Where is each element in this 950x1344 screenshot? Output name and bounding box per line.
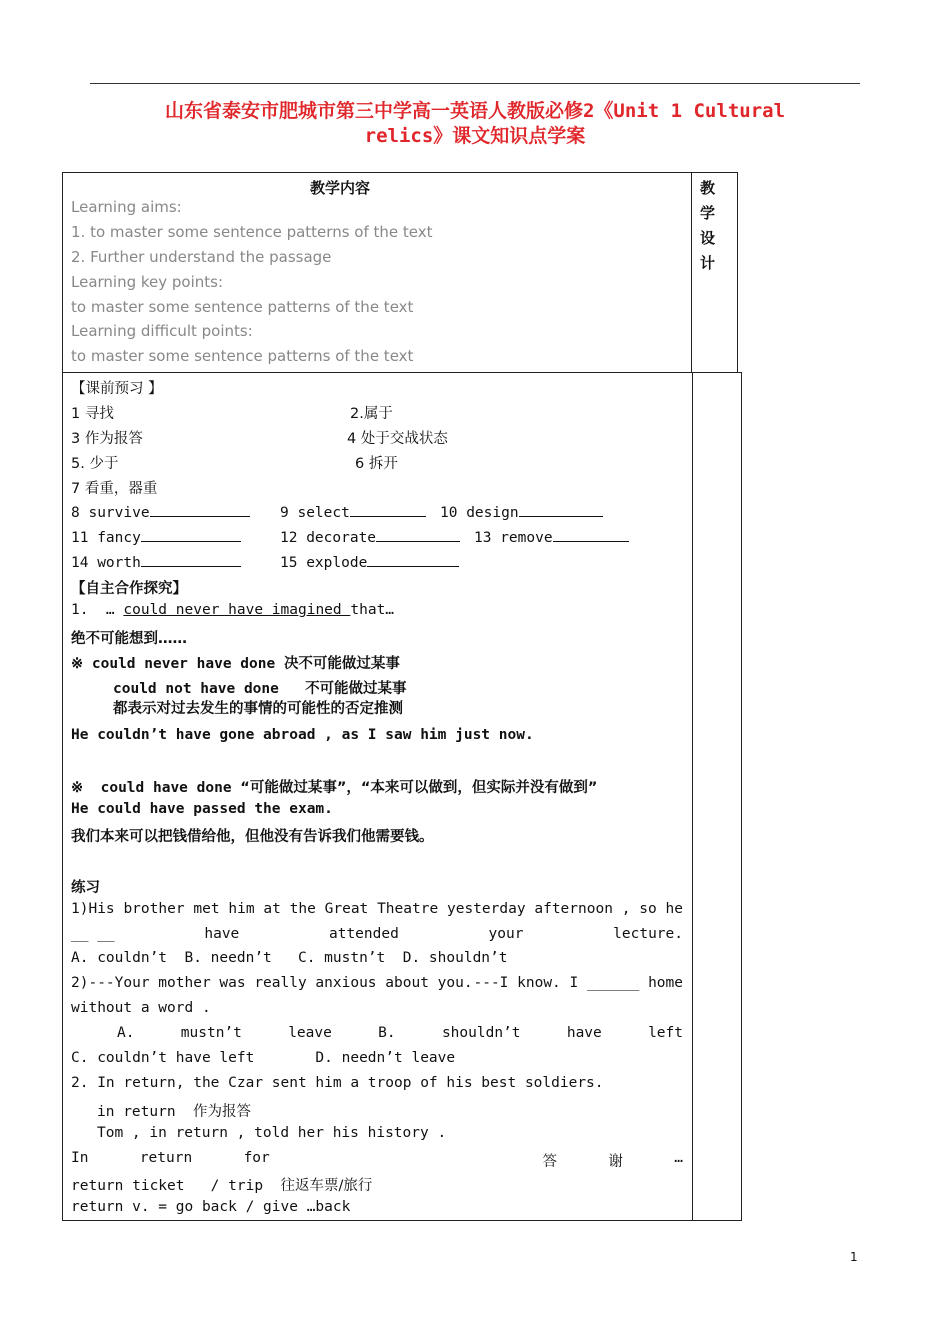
point-2-sentence: 2. In return, the Czar sent him a troop of his best soldiers.: [71, 1075, 604, 1091]
vocab-item: 3 作为报答: [71, 431, 143, 447]
answer-blank[interactable]: [553, 527, 629, 542]
grammar-note: could not have done 不可能做过某事: [113, 681, 407, 697]
answer-blank[interactable]: [150, 502, 250, 517]
question-1-line: 1)His brother met him at the Great Theatre yesterday afternoon , so he: [71, 901, 683, 917]
vocab-item: 2.属于: [350, 406, 393, 422]
aims-line: Learning difficult points:: [71, 322, 253, 340]
phrase-note: in return 作为报答: [97, 1104, 252, 1120]
side-header-char: 计: [700, 254, 716, 272]
section-heading-preview: 【课前预习 】: [71, 381, 163, 397]
answer-blank[interactable]: __ __: [71, 926, 115, 942]
header-rule: [90, 83, 860, 84]
question-2-options: C. couldn’t have left D. needn’t leave: [71, 1050, 456, 1066]
point-1-translation: 绝不可能想到……: [71, 631, 187, 647]
answer-blank[interactable]: [376, 527, 460, 542]
fill-blank-item: 8 survive: [71, 502, 250, 521]
aims-line: Learning aims:: [71, 198, 182, 216]
aims-line: Learning key points:: [71, 273, 224, 291]
document-title-line-1: 山东省泰安市肥城市第三中学高一英语人教版必修2《Unit 1 Cultural: [164, 100, 786, 122]
answer-blank[interactable]: [141, 552, 241, 567]
vocab-item: 1 寻找: [71, 406, 114, 422]
side-header-char: 教: [700, 179, 716, 197]
example-sentence: He could have passed the exam.: [71, 801, 333, 817]
fill-blank-item: 11 fancy: [71, 527, 241, 546]
column-header-content: 教学内容: [310, 179, 371, 197]
point-1-sentence: 1. … could never have imagined that…: [71, 602, 395, 618]
answer-blank[interactable]: [519, 502, 603, 517]
page-number: 1: [850, 1250, 858, 1264]
answer-blank[interactable]: [350, 502, 426, 517]
vocab-item: 6 拆开: [355, 456, 398, 472]
phrase-note: In return for 答 谢 …: [71, 1150, 683, 1170]
aims-line: 2. Further understand the passage: [71, 248, 332, 266]
grammar-note: 都表示对过去发生的事情的可能性的否定推测: [113, 701, 403, 717]
side-header-char: 设: [700, 229, 716, 247]
vocab-item: 7 看重，器重: [71, 481, 158, 497]
question-2-line: 2)---Your mother was really anxious about you. ---I know. I ______ home: [71, 975, 683, 991]
question-2-line: without a word .: [71, 1000, 211, 1016]
grammar-note: ※ could never have done 决不可能做过某事: [71, 656, 400, 672]
side-header-char: 学: [700, 204, 716, 222]
question-1-line: __ __ have attended your lecture.: [71, 926, 683, 942]
fill-blank-item: 14 worth: [71, 552, 241, 571]
practice-heading: 练习: [71, 880, 100, 896]
answer-blank[interactable]: [367, 552, 459, 567]
section-heading-explore: 【自主合作探究】: [71, 581, 187, 597]
vocab-item: 4 处于交战状态: [347, 431, 448, 447]
example-sentence: Tom , in return , told her his history .: [97, 1125, 447, 1141]
fill-blank-item: 12 decorate: [280, 527, 460, 546]
question-2-options: A. mustn’t leave B. shouldn’t have left: [117, 1025, 683, 1041]
question-1-options: A. couldn’t B. needn’t C. mustn’t D. shouldn’t: [71, 950, 508, 966]
aims-line: to master some sentence patterns of the text: [71, 298, 414, 316]
fill-blank-item: 15 explode: [280, 552, 459, 571]
phrase-note: return ticket / trip 往返车票/旅行: [71, 1178, 373, 1194]
aims-line: 1. to master some sentence patterns of the text: [71, 223, 433, 241]
fill-blank-item: 13 remove: [474, 527, 629, 546]
answer-blank[interactable]: [141, 527, 241, 542]
vocab-item: 5. 少于: [71, 456, 119, 472]
phrase-note: return v. = go back / give …back: [71, 1199, 351, 1215]
example-sentence: He couldn’t have gone abroad , as I saw him just now.: [71, 727, 534, 743]
aims-line: to master some sentence patterns of the text: [71, 347, 414, 365]
document-title-line-2: relics》课文知识点学案: [364, 125, 586, 147]
fill-blank-item: 9 select: [280, 502, 426, 521]
example-sentence: 我们本来可以把钱借给他，但他没有告诉我们他需要钱。: [71, 829, 434, 845]
fill-blank-item: 10 design: [440, 502, 603, 521]
grammar-note: ※ could have done “可能做过某事”，“本来可以做到，但实际并没有做到”: [71, 780, 598, 796]
